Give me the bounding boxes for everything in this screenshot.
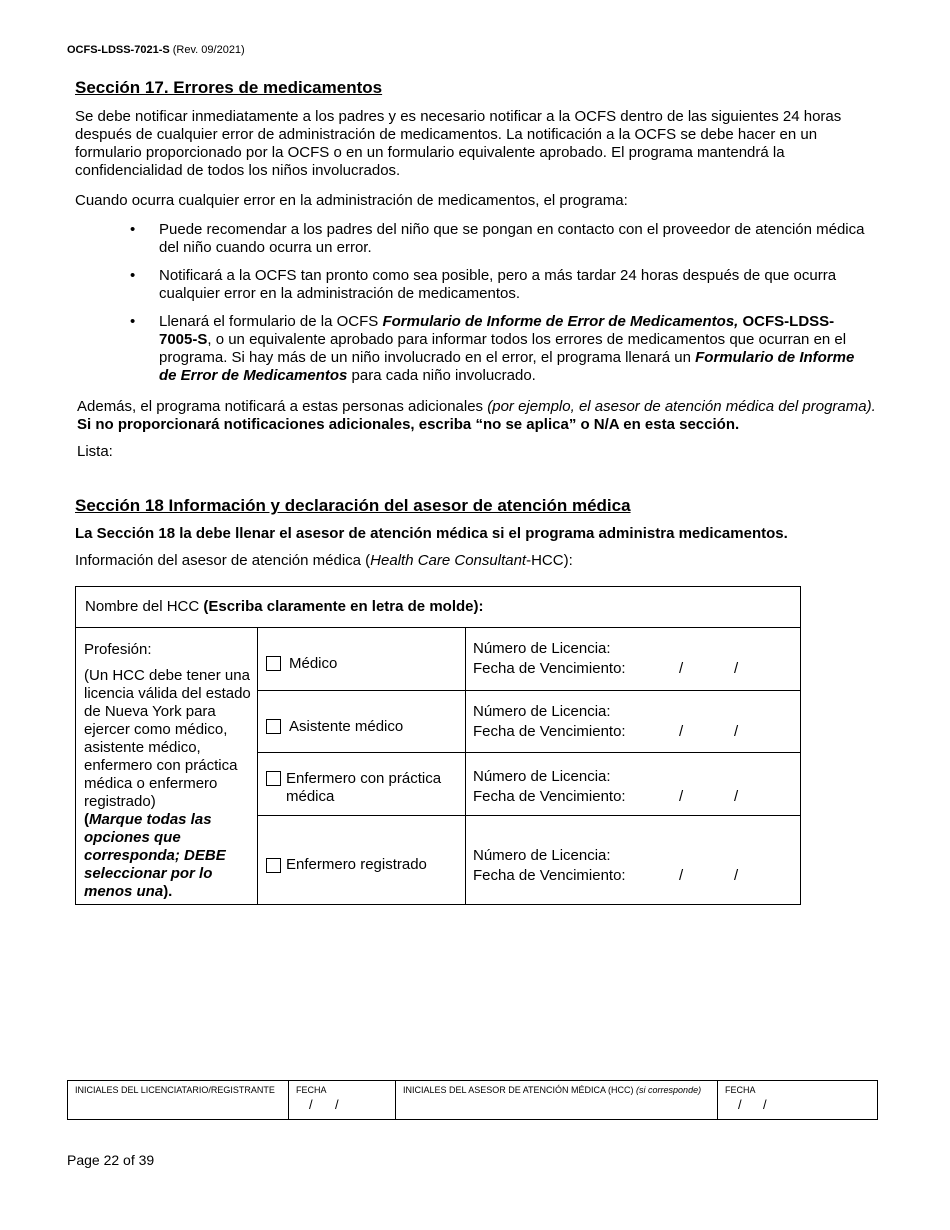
bullet-item: • Notificará a la OCFS tan pronto como sea posible, pero a más tardar 24 horas después de que ocurra cualquier error en la administración de medicamentos. <box>130 267 837 302</box>
option-label: Enfermero con práctica médica <box>286 770 442 805</box>
date-separator: / <box>309 1097 313 1112</box>
profession-instructions: (Marque todas las opciones que corresponda; DEBE seleccionar por lo menos una). <box>84 811 226 900</box>
date-separator: / <box>679 723 684 740</box>
profession-note: (Un HCC debe tener una licencia válida del estado de Nueva York para ejercer como médico, asistente médico, enfermero con práctica médica o enfermero registrado) <box>84 667 251 810</box>
licensee-initials-label: INICIALES DEL LICENCIATARIO/REGISTRANTE <box>75 1085 275 1095</box>
expiry-label: Fecha de Vencimiento: <box>473 660 626 677</box>
hcc-initials-field[interactable] <box>396 1081 718 1119</box>
date-label: FECHA <box>296 1085 327 1095</box>
hcc-date-field[interactable] <box>718 1081 877 1119</box>
license-cell[interactable] <box>466 628 800 691</box>
date-separator: / <box>734 660 739 677</box>
profession-cell <box>76 628 258 904</box>
date-separator: / <box>734 788 739 805</box>
hcc-table <box>75 586 801 905</box>
option-enfermero-practica <box>258 753 466 816</box>
bullet-item: • Puede recomendar a los padres del niño que se pongan en contacto con el proveedor de atención médica del niño cuando ocurra un error. <box>130 221 865 256</box>
option-asistente <box>258 691 466 753</box>
date-separator: / <box>679 788 684 805</box>
date-separator: / <box>763 1097 767 1112</box>
form-code: OCFS-LDSS-7021-S (Rev. 09/2021) <box>67 44 245 56</box>
license-label: Número de Licencia: <box>473 847 611 864</box>
license-cell[interactable] <box>466 753 800 816</box>
date-separator: / <box>679 660 684 677</box>
license-label: Número de Licencia: <box>473 768 611 785</box>
hcc-info-line: Información del asesor de atención médica (Health Care Consultant-HCC): <box>75 552 573 569</box>
hcc-name-field[interactable]: Nombre del HCC (Escriba claramente en letra de molde): <box>76 587 800 628</box>
section-17-title: Sección 17. Errores de medicamentos <box>75 78 383 97</box>
section-17-intro: Se debe notificar inmediatamente a los padres y es necesario notificar a la OCFS dentro de las siguientes 24 horas después de cualquier error de administración de medicamentos. La notificación a la OCFS se debe hacer en un formulario proporcionado por la OCFS o en un formulario equivalente aprobado. El programa mantendrá la confidencialidad de todos los niños involucrados. <box>75 108 842 179</box>
license-cell[interactable] <box>466 816 800 904</box>
licensee-initials-field[interactable] <box>68 1081 289 1119</box>
option-label: Asistente médico <box>289 718 404 735</box>
hcc-initials-note: (si corresponde) <box>636 1085 702 1095</box>
section-18-title: Sección 18 Información y declaración del asesor de atención médica <box>75 496 631 515</box>
list-label: Lista: <box>77 443 113 460</box>
section-17-bullets <box>130 221 865 395</box>
initials-box <box>67 1080 878 1120</box>
date-separator: / <box>734 723 739 740</box>
section-17-lead: Cuando ocurra cualquier error en la administración de medicamentos, el programa: <box>75 192 628 209</box>
page-number: Page 22 of 39 <box>67 1152 155 1168</box>
expiry-label: Fecha de Vencimiento: <box>473 867 626 884</box>
hcc-initials-label: INICIALES DEL ASESOR DE ATENCIÓN MÉDICA (HCC) <box>403 1085 637 1095</box>
date-label: FECHA <box>725 1085 756 1095</box>
date-separator: / <box>734 867 739 884</box>
bullet-item: • Llenará el formulario de la OCFS Formulario de Informe de Error de Medicamentos, OCFS-LDSS-7005-S, o un equivalente aprobado para informar todos los errores de medicamentos que ocurran en el programa. Si hay más de un niño involucrado en el error, el programa llenará un Formulario de Informe de Error de Medicamentos para cada niño involucrado. <box>130 313 855 384</box>
option-label: Enfermero registrado <box>286 856 427 873</box>
licensee-date-field[interactable] <box>289 1081 396 1119</box>
expiry-label: Fecha de Vencimiento: <box>473 788 626 805</box>
checkbox-asistente-medico[interactable] <box>266 719 281 734</box>
option-enfermero-registrado <box>258 816 466 904</box>
expiry-label: Fecha de Vencimiento: <box>473 723 626 740</box>
license-label: Número de Licencia: <box>473 703 611 720</box>
license-cell[interactable] <box>466 691 800 753</box>
date-separator: / <box>335 1097 339 1112</box>
checkbox-enfermero-registrado[interactable] <box>266 858 281 873</box>
date-separator: / <box>679 867 684 884</box>
profession-label: Profesión: <box>84 641 152 658</box>
section-17-additional: Además, el programa notificará a estas personas adicionales (por ejemplo, el asesor de atención médica del programa). Si no proporcionará notificaciones adicionales, escriba “no se aplica” o N/A en esta sección. <box>77 398 876 433</box>
option-medico <box>258 628 466 691</box>
checkbox-enfermero-practica[interactable] <box>266 771 281 786</box>
checkbox-medico[interactable] <box>266 656 281 671</box>
option-label: Médico <box>289 655 338 672</box>
license-label: Número de Licencia: <box>473 640 611 657</box>
section-18-subtitle: La Sección 18 la debe llenar el asesor de atención médica si el programa administra medicamentos. <box>75 525 788 542</box>
date-separator: / <box>738 1097 742 1112</box>
